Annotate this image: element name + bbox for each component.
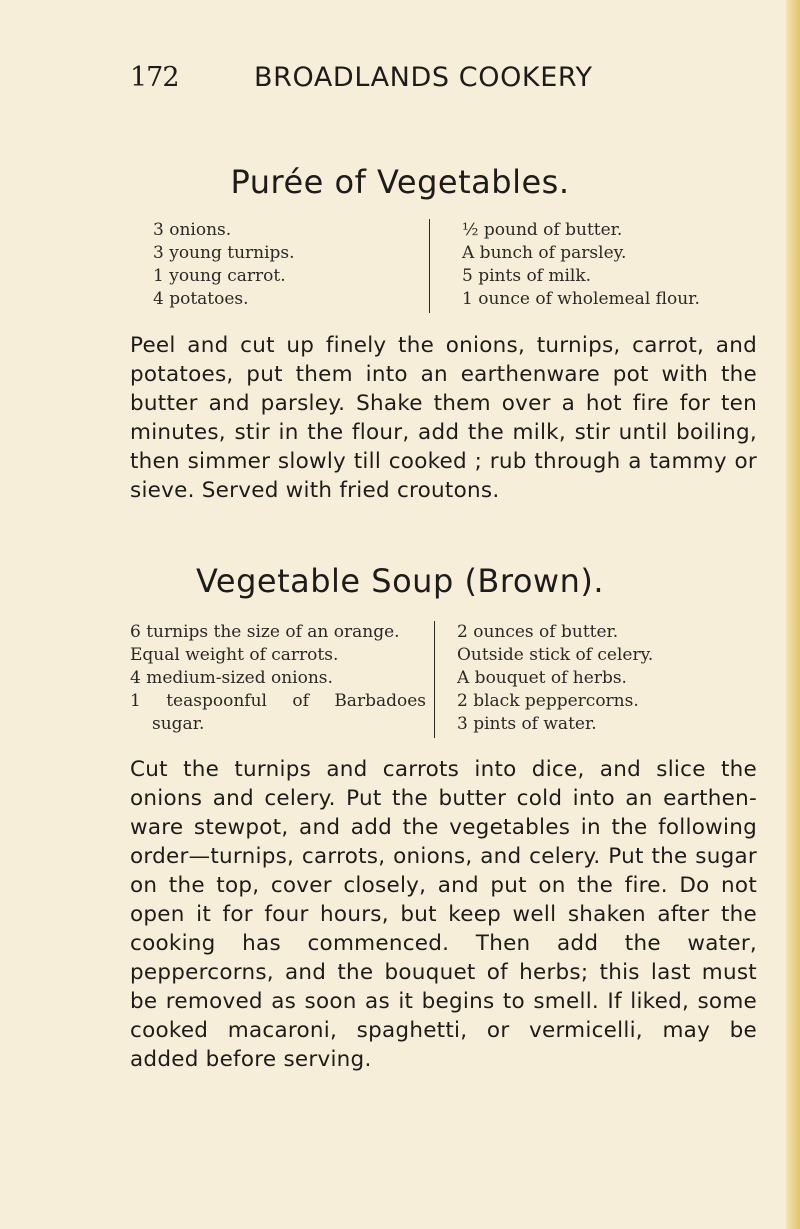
page-number: 172: [130, 62, 179, 93]
ingredients-puree: [153, 219, 743, 313]
ingredients-vegetable-soup: [130, 621, 750, 738]
instructions-puree: Peel and cut up finely the onions, turnips, carrot, and potatoes, put them into an earthenware pot with the butter and parsley. Shake them over a hot fire for ten minutes, stir in the flour, add the milk, stir until boiling, then simmer slowly till cooked ; rub through a tammy or sieve. Served with fried croutons.: [130, 333, 757, 503]
running-head: [130, 62, 690, 102]
ingredient-line: 4 medium-sized onions.: [130, 668, 333, 688]
ingredient-line: Equal weight of carrots.: [130, 645, 339, 665]
ingredient-line: A bouquet of herbs.: [457, 668, 627, 688]
ingredients-left-column: [153, 219, 423, 311]
book-title: BROADLANDS COOKERY: [254, 62, 593, 93]
ingredient-line: 5 pints of milk.: [462, 266, 592, 286]
ingredient-line: 3 onions.: [153, 220, 232, 240]
ingredient-line: 1 young carrot.: [153, 266, 286, 286]
recipe-title-vegetable-soup: Vegetable Soup (Brown).: [195, 562, 605, 600]
ingredient-line: Outside stick of celery.: [457, 645, 654, 665]
ingredient-line: sugar.: [152, 714, 205, 734]
ingredient-line: A bunch of parsley.: [462, 243, 627, 263]
ingredients-left-column: [130, 621, 426, 736]
ingredient-line: ½ pound of butter.: [462, 220, 623, 240]
instructions-vegetable-soup: Cut the turnips and carrots into dice, and slice the onions and celery. Put the butter cold into an earthen-ware stewpot, and add the vegetables in the following order—turnips, carrots, onions, and celery. Put the sugar on the top, cover closely, and put on the fire. Do not open it for four hours, but keep well shaken after the cooking has commenced. Then add the water, peppercorns, and the bouquet of herbs; this last must be removed as soon as it begins to smell. If liked, some cooked macaroni, spaghetti, or vermicelli, may be added before serving.: [130, 757, 757, 1072]
ingredient-line: 4 potatoes.: [153, 289, 249, 309]
recipe-title-puree: Purée of Vegetables.: [230, 163, 570, 201]
ingredient-line: 2 ounces of butter.: [457, 622, 619, 642]
ingredient-line: 1 teaspoonful of Barbadoes: [130, 691, 426, 711]
ingredient-line: 1 ounce of wholemeal flour.: [462, 289, 700, 309]
ingredient-line: 6 turnips the size of an orange.: [130, 622, 400, 642]
ingredient-line: 3 pints of water.: [457, 714, 597, 734]
ingredient-line: 3 young turnips.: [153, 243, 295, 263]
ingredients-right-column: [429, 219, 700, 313]
ingredient-line: 2 black peppercorns.: [457, 691, 639, 711]
ingredients-right-column: [434, 621, 653, 738]
